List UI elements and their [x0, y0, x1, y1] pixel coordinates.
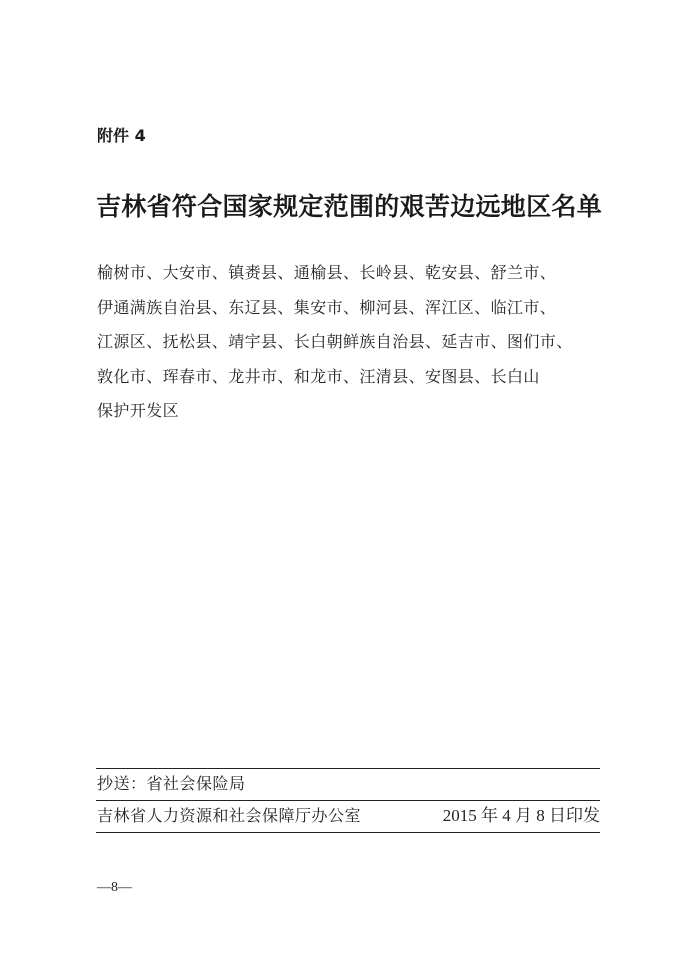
region-list-line: 江源区、抚松县、靖宇县、长白朝鲜族自治县、延吉市、图们市、 [97, 332, 573, 351]
cc-line: 抄送：省社会保险局 [97, 774, 246, 793]
region-list-line: 榆树市、大安市、镇赉县、通榆县、长岭县、乾安县、舒兰市、 [97, 263, 557, 282]
issue-date: 2015 年 4 月 8 日印发 [442, 806, 600, 825]
footer-divider-top [96, 768, 600, 769]
issuing-office: 吉林省人力资源和社会保障厅办公室 [97, 806, 362, 825]
region-list-line: 敦化市、珲春市、龙井市、和龙市、汪清县、安图县、长白山 [97, 366, 540, 386]
footer-divider-bottom [96, 832, 600, 833]
region-list [97, 256, 607, 429]
region-list-line: 伊通满族自治县、东辽县、集安市、柳河县、浑江区、临江市、 [97, 297, 557, 317]
attachment-label: 附件 4 [97, 126, 146, 145]
footer-divider-middle [96, 800, 600, 801]
document-title: 吉林省符合国家规定范围的艰苦边远地区名单 [96, 192, 603, 221]
page-number: —8— [97, 880, 132, 895]
region-list-line: 保护开发区 [97, 401, 180, 420]
